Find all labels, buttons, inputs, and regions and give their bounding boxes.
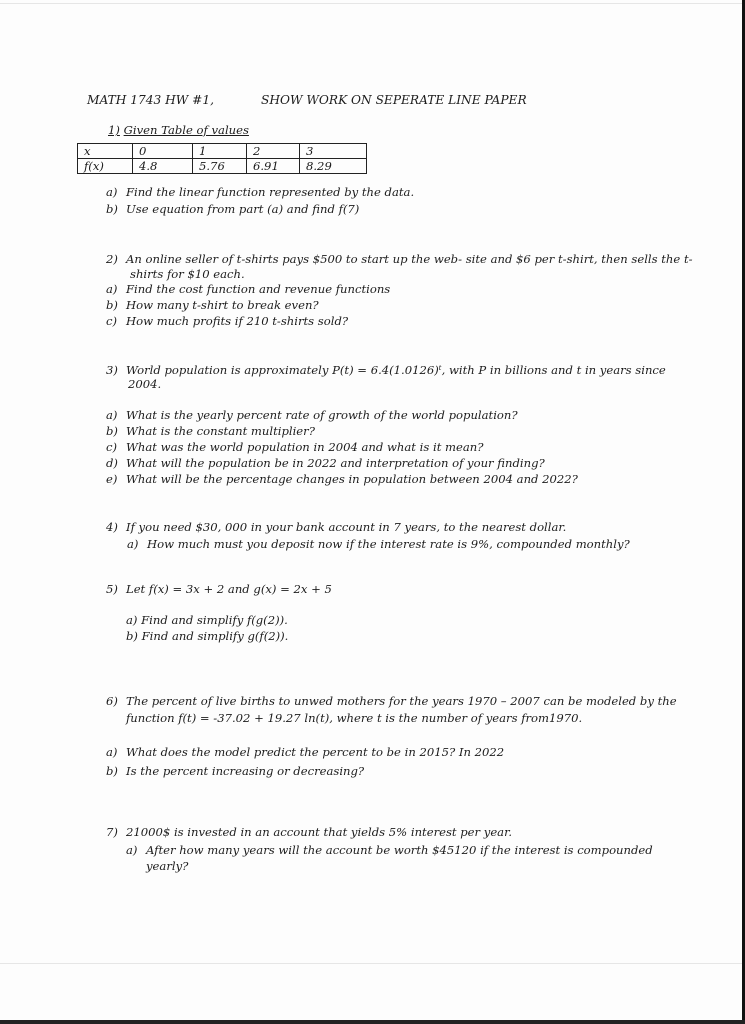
question-text: If you need $30, 000 in your bank account in 7 years, to the nearest dollar.	[126, 520, 567, 534]
table-cell: 4.8	[133, 159, 193, 174]
question-number: 2)	[106, 252, 118, 266]
table-cell: 2	[247, 144, 300, 159]
scan-artifact-line	[0, 963, 745, 964]
question-5a: a) Find and simplify f(g(2)).	[126, 613, 288, 627]
question-6-line2: function f(t) = -37.02 + 19.27 ln(t), where t is the number of years from1970.	[126, 711, 583, 725]
question-5-line1	[106, 582, 332, 596]
question-2-line2: shirts for $10 each.	[130, 267, 245, 281]
question-3-line1	[106, 363, 666, 377]
question-4-line1	[106, 520, 566, 534]
part-label: e)	[106, 472, 118, 486]
question-7-line1	[106, 825, 512, 839]
scan-edge-bottom	[0, 1020, 745, 1024]
part-text: What was the world population in 2004 and what is it mean?	[126, 440, 484, 454]
question-number: 4)	[106, 520, 118, 534]
table-cell: 0	[133, 144, 193, 159]
question-6b	[106, 764, 364, 778]
part-text: What will be the percentage changes in population between 2004 and 2022?	[126, 472, 578, 486]
part-label: a)	[106, 745, 118, 759]
part-text: Use equation from part (a) and find f(7)	[126, 202, 360, 216]
part-label: b)	[106, 764, 118, 778]
part-label: b)	[106, 202, 118, 216]
question-4a	[127, 537, 630, 551]
question-6-line1	[106, 694, 677, 708]
part-text: Find the cost function and revenue functions	[126, 282, 391, 296]
table-cell: 3	[300, 144, 367, 159]
part-text: How many t-shirt to break even?	[126, 298, 319, 312]
table-cell: x	[78, 144, 133, 159]
part-text: After how many years will the account be worth $45120 if the interest is compounded	[146, 843, 653, 857]
table-cell: 6.91	[247, 159, 300, 174]
course-header: MATH 1743 HW #1,	[87, 93, 215, 107]
question-2-line1	[106, 252, 693, 266]
part-text: How much profits if 210 t-shirts sold?	[126, 314, 349, 328]
part-label: a)	[106, 282, 118, 296]
table-row-fx	[78, 159, 367, 174]
part-text: Find the linear function represented by the data.	[126, 185, 415, 199]
question-2c	[106, 314, 348, 328]
values-table	[77, 143, 367, 174]
part-text: What is the constant multiplier?	[126, 424, 315, 438]
scan-artifact-line	[0, 3, 745, 4]
question-2b	[106, 298, 319, 312]
instruction-header: SHOW WORK ON SEPERATE LINE PAPER	[261, 93, 527, 107]
question-1b	[106, 202, 359, 216]
table-cell: 8.29	[300, 159, 367, 174]
part-label: a)	[126, 843, 138, 857]
question-7a-line2: yearly?	[146, 859, 189, 873]
question-number: 1)	[108, 123, 120, 137]
part-label: b)	[106, 298, 118, 312]
part-text: How much must you deposit now if the interest rate is 9%, compounded monthly?	[147, 537, 630, 551]
table-row-x	[78, 144, 367, 159]
table-cell: 5.76	[193, 159, 247, 174]
question-7a	[126, 843, 653, 857]
question-1-heading	[108, 123, 249, 137]
question-text: The percent of live births to unwed mothers for the years 1970 – 2007 can be modeled by the	[126, 694, 677, 708]
question-text: World population is approximately P(t) = 6.4(1.0126)ᵗ, with P in billions and t in years since	[126, 363, 666, 377]
question-6a	[106, 745, 504, 759]
part-label: d)	[106, 456, 118, 470]
question-3d	[106, 456, 545, 470]
question-1a	[106, 185, 414, 199]
table-cell: 1	[193, 144, 247, 159]
table-cell: f(x)	[78, 159, 133, 174]
question-number: 6)	[106, 694, 118, 708]
part-text: Is the percent increasing or decreasing?	[126, 764, 365, 778]
question-2a	[106, 282, 390, 296]
part-label: c)	[106, 314, 118, 328]
question-text: An online seller of t-shirts pays $500 to start up the web- site and $6 per t-shirt, then sells the t-	[126, 252, 693, 266]
part-text: What is the yearly percent rate of growth of the world population?	[126, 408, 518, 422]
part-text: What does the model predict the percent to be in 2015? In 2022	[126, 745, 505, 759]
question-5b: b) Find and simplify g(f(2)).	[126, 629, 289, 643]
question-text: Let f(x) = 3x + 2 and g(x) = 2x + 5	[126, 582, 332, 596]
question-number: 3)	[106, 363, 118, 377]
question-3a	[106, 408, 518, 422]
question-number: 5)	[106, 582, 118, 596]
part-text: What will the population be in 2022 and interpretation of your finding?	[126, 456, 545, 470]
question-3c	[106, 440, 483, 454]
part-label: a)	[106, 185, 118, 199]
question-text: 21000$ is invested in an account that yields 5% interest per year.	[126, 825, 513, 839]
question-3-line2: 2004.	[128, 377, 162, 391]
question-number: 7)	[106, 825, 118, 839]
part-label: a)	[127, 537, 139, 551]
part-label: b)	[106, 424, 118, 438]
part-label: a)	[106, 408, 118, 422]
question-3e	[106, 472, 578, 486]
question-3b	[106, 424, 315, 438]
question-1-title: Given Table of values	[123, 123, 249, 137]
part-label: c)	[106, 440, 118, 454]
